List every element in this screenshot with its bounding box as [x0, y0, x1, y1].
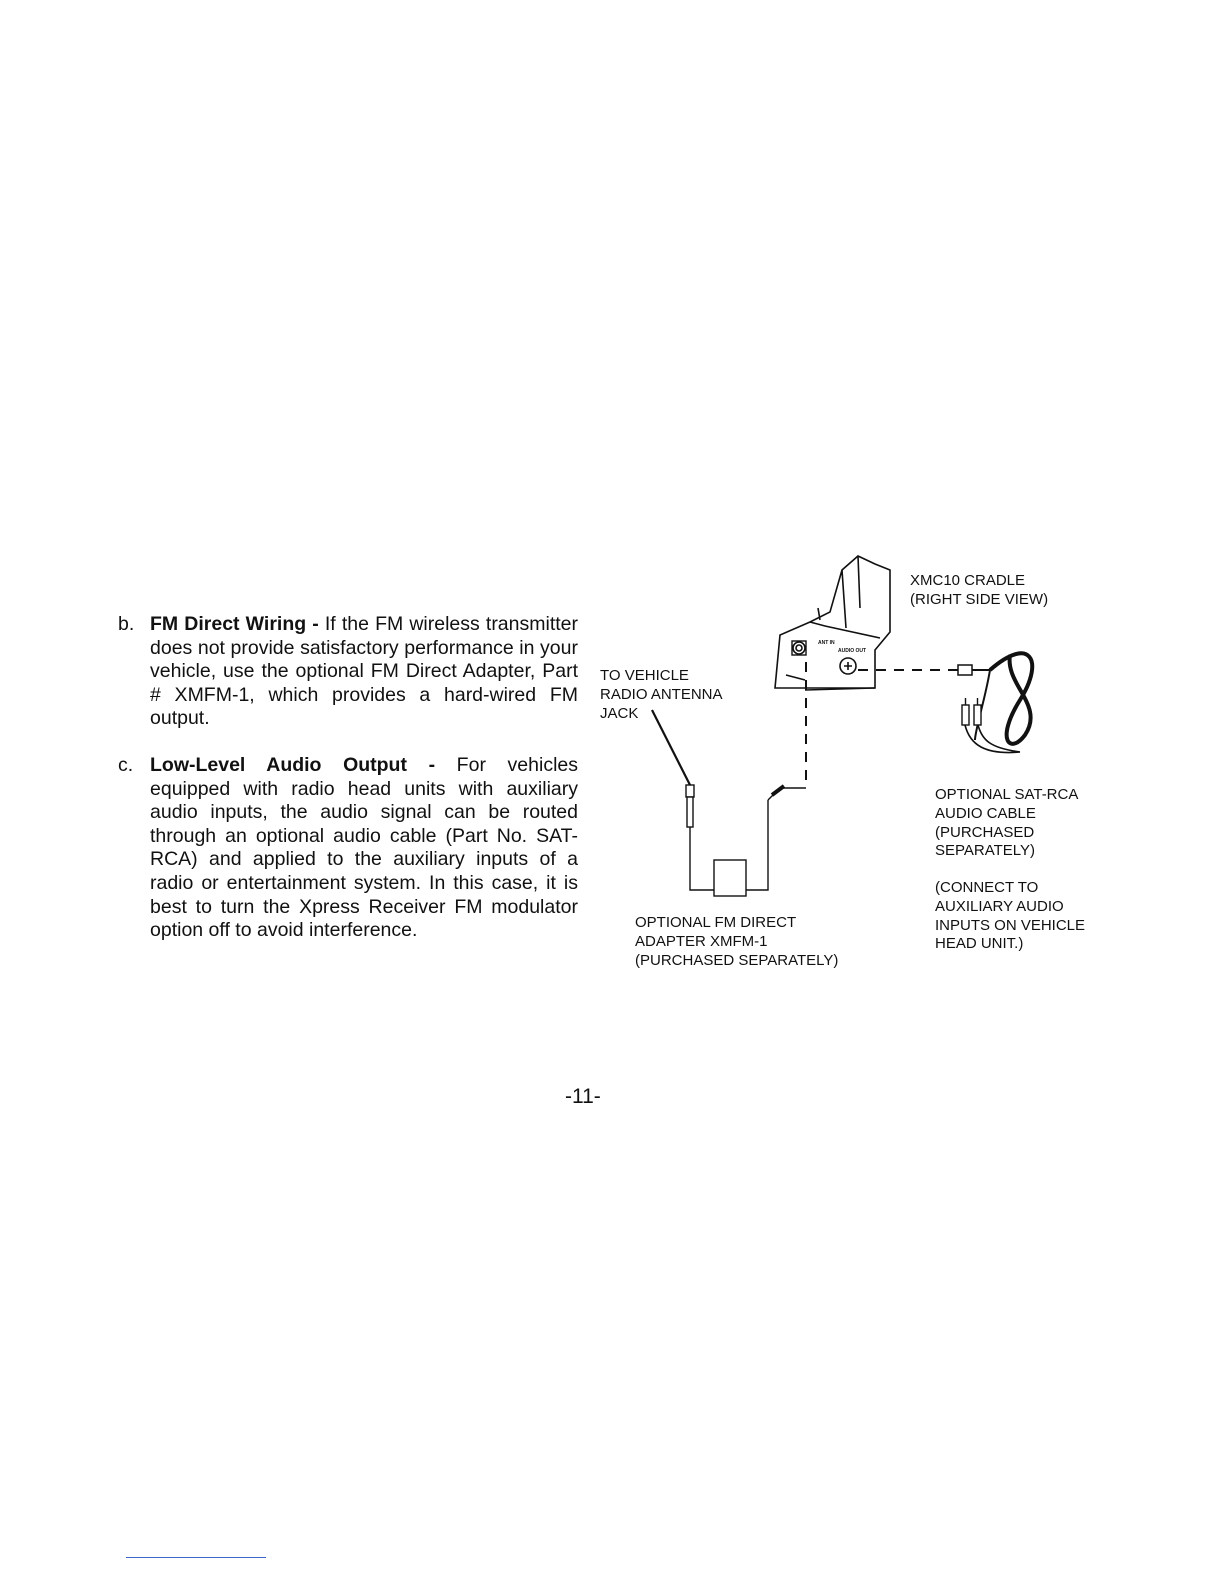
cradle-illustration — [775, 556, 890, 690]
footnote-rule — [126, 1557, 266, 1558]
port-ant-in-label: ANT IN — [818, 640, 835, 646]
fm-direct-adapter-illustration — [686, 785, 806, 896]
list-marker: c. — [118, 754, 134, 776]
sat-rca-cable-label: OPTIONAL SAT-RCA AUDIO CABLE (PURCHASED SEPARATELY) — [935, 786, 1079, 860]
item-heading: FM Direct Wiring - — [150, 613, 319, 635]
page-number: -11- — [565, 1085, 601, 1108]
item-text: If the FM wireless transmitter does not provide satisfactory performance in your vehicle, use the optional FM Direct Adapter, Part # XMFM-1, which provides a hard-wired FM output. — [150, 613, 578, 730]
connect-instructions-label: (CONNECT TO AUXILIARY AUDIO INPUTS ON VEHICLE HEAD UNIT.) — [935, 879, 1086, 953]
sat-rca-cable-illustration — [958, 653, 1032, 752]
cradle-label: XMC10 CRADLE (RIGHT SIDE VIEW) — [910, 572, 1049, 608]
list-item-low-level-audio-output — [118, 754, 578, 943]
list-item-body — [150, 613, 578, 731]
wiring-diagram — [590, 540, 1060, 900]
list-marker: b. — [118, 613, 135, 635]
antenna-pointer-line — [652, 710, 690, 785]
item-text: For vehicles equipped with radio head units with auxiliary audio inputs, the audio signal can be routed through an optional audio cable (Part No. SAT-RCA) and applied to the auxiliary inputs of a radio or entertainment system. In this case, it is best to turn the Xpress Receiver FM modulator option off to avoid interference. — [150, 754, 578, 942]
item-heading: Low-Level Audio Output - — [150, 754, 436, 776]
port-audio-out-label: AUDIO OUT — [838, 648, 867, 654]
list-item-body — [150, 754, 578, 943]
antenna-jack-label: TO VEHICLE RADIO ANTENNA JACK — [600, 667, 723, 722]
fm-direct-adapter-label: OPTIONAL FM DIRECT ADAPTER XMFM-1 (PURCHASED SEPARATELY) — [635, 914, 839, 969]
list-item-fm-direct-wiring — [118, 613, 578, 731]
